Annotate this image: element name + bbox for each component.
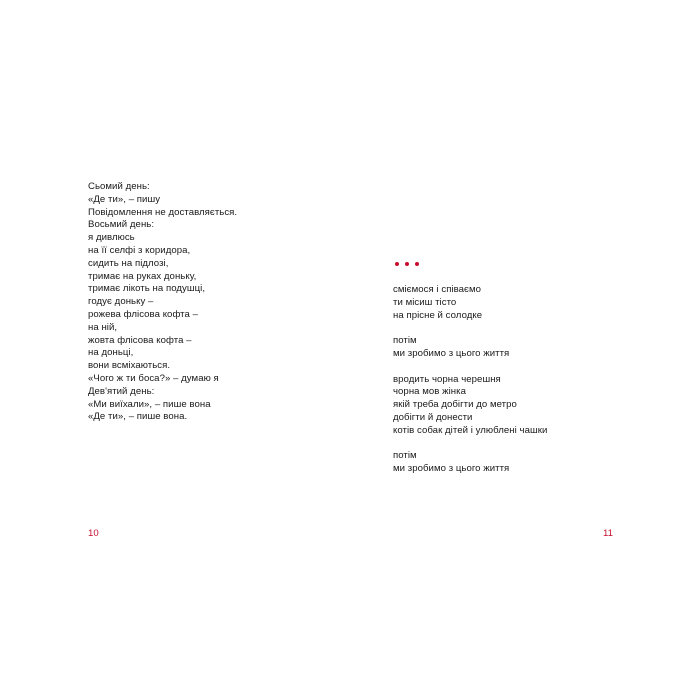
poem-line: котів собак дітей і улюблені чашки [393, 424, 548, 436]
page-number-right: 11 [603, 528, 613, 539]
poem-line: на ній, [88, 321, 118, 333]
stanza [393, 284, 653, 322]
poem-line: «Чого ж ти боса?» – думаю я [88, 372, 219, 384]
poem-line: на її селфі з коридора, [88, 244, 191, 256]
right-page [350, 0, 700, 700]
poem-line: я дивлюсь [88, 232, 135, 244]
poem-line: тримає на руках доньку, [88, 270, 197, 282]
poem-line: чорна мов жінка [393, 386, 467, 398]
poem-line: добігти й донести [393, 411, 473, 423]
poem-line: Повідомлення не доставляється. [88, 206, 238, 218]
poem-line: Восьмий день: [88, 219, 155, 231]
poem-line: «Де ти», – пише вона. [88, 411, 188, 423]
stanza [393, 450, 653, 476]
poem-line: Сьомий день: [88, 181, 150, 192]
poem-line: тримає лікоть на подушці, [88, 283, 206, 295]
poem-line: «Де ти», – пишу [88, 193, 161, 205]
poem-line: вони всміхаються. [88, 360, 171, 372]
poem-line: рожева флісова кофта – [88, 308, 198, 320]
poem-line: «Ми виїхали», – пише вона [88, 398, 211, 410]
poem-line: жовта флісова кофта – [88, 334, 192, 346]
poem-line: ми зробимо з цього життя [393, 347, 510, 359]
poem-line: ми зробимо з цього життя [393, 463, 510, 475]
poem-line: Дев'ятий день: [88, 385, 155, 397]
poem-line: ти місиш тісто [393, 296, 457, 308]
dot-icon [415, 262, 419, 266]
poem-line: сміємося і співаємо [393, 284, 482, 295]
poem-line: якій треба добігти до метро [393, 399, 517, 411]
page-number-left: 10 [88, 528, 99, 539]
three-dots-separator-icon [395, 262, 419, 266]
poem-right [393, 284, 653, 489]
poem-line: потім [393, 450, 417, 462]
poem-line: потім [393, 335, 417, 347]
poem-line: вродить чорна черешня [393, 373, 501, 385]
dot-icon [405, 262, 409, 266]
poem-line: на доньці, [88, 347, 134, 359]
poem-line: сидить на підлозі, [88, 257, 169, 269]
dot-icon [395, 262, 399, 266]
poem-left [88, 181, 328, 424]
stanza [393, 374, 653, 438]
poem-line: годує доньку – [88, 296, 154, 308]
stanza [393, 335, 653, 361]
poem-line: на прісне й солодке [393, 309, 483, 321]
